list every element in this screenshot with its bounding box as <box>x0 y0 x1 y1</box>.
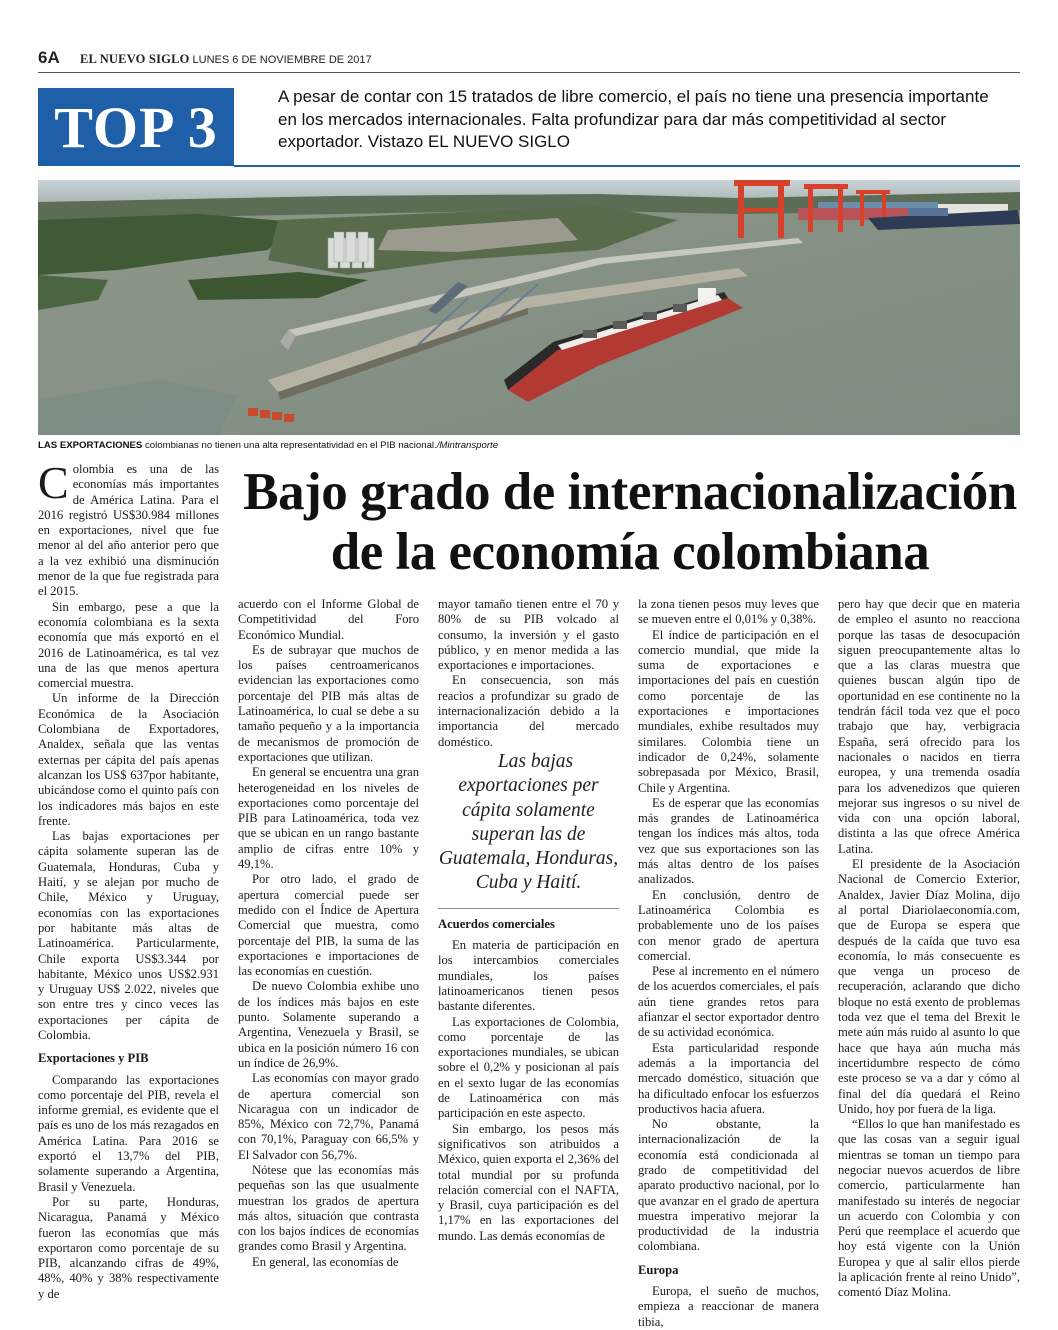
subheading: Europa <box>638 1262 679 1277</box>
paragraph: Es de esperar que las economías más grandes de Latinoamérica tengan los índices más altos, toda vez que sus exportaciones son las más altas dentro de los países analizados. <box>638 795 819 887</box>
photo-caption <box>38 440 498 451</box>
paragraph: Por su parte, Honduras, Nicaragua, Panamá y México fueron las economías que más exportaron como porcentaje de su PIB, alcanzando cifras de 49%, 48%, 40% y 38% respectivamente y de <box>38 1194 219 1301</box>
paragraph: Las exportaciones de Colombia, como porcentaje de las exportaciones mundiales, se ubican sobre el 0,2% y posicionan al país en el sexto lugar de las economías de Latinoamérica con más participación en este aspecto. <box>438 1014 619 1121</box>
port-photo <box>38 180 1020 435</box>
paragraph: Pese al incremento en el número de los acuerdos comerciales, el país aún tiene grandes retos para afianzar el sector exportador dentro de su actividad económica. <box>638 964 819 1040</box>
paragraph: pero hay que decir que en materia de empleo el asunto no reacciona porque las tasas de desocupación siguen preocupantemente altas lo que a las claras muestra que quienes buscan algún tipo de oportunidad en ese continente no la tendrán fácil toda vez que el poco trabajo que hay, verbigracia España, será ofrecido para los nacionales o nacidos en tierra europea, y una tremenda osadía para los advenedizos que quieren mejorar sus ingresos o su nivel de vida con una opción laboral, distinta a las que ofrece América Latina. <box>838 597 1020 856</box>
intro-text: A pesar de contar con 15 tratados de libre comercio, el país no tiene una presencia importante en los mercados internacionales. Falta profundizar para dar más competitividad al sector exportador. Vistazo EL NUEVO SIGLO <box>278 87 989 151</box>
paragraph-text: olombia es una de las economías más importantes de América Latina. Para el 2016 registró US$30.984 millones en exportaciones, nivel que fue menor al del año anterior pero que a la vez exhibió una disminución menor de la que fue registrada para el 2015. <box>38 462 219 599</box>
subheading: Exportaciones y PIB <box>38 1051 149 1066</box>
paragraph: Sin embargo, pese a que la economía colombiana es la sexta economía que más exportó en el 2016 de Latinoamérica, es tal vez una de las que menos apertura comercial muestra. <box>38 599 219 691</box>
section-badge: TOP 3 <box>38 88 234 166</box>
pull-quote-rule <box>438 908 619 909</box>
caption-lead: LAS EXPORTACIONES <box>38 440 143 451</box>
paragraph: Por otro lado, el grado de apertura comercial puede ser medido con el Índice de Apertura Comercial que muestra, como porcentaje del PIB, la suma de las exportaciones e importaciones de las economías en cuestión. <box>238 872 419 979</box>
paragraph: Sin embargo, los pesos más significativos son atribuidos a México, quien exporta el 2,36% del total mundial por su profunda relación comercial con el NAFTA, y Brasil, cuya participación es del 1,17% en las exportaciones del mundo. Las demás economías de <box>438 1121 619 1243</box>
paragraph: El índice de participación en el comercio mundial, que mide la suma de exportaciones e importaciones del país en cuestión como porcentaje de las exportaciones e importaciones mundiales, exhibe resultados muy similares. Colombia tiene un indicador de 0,24%, solamente sobrepasada por México, Brasil, Chile y Argentina. <box>638 627 819 795</box>
paragraph: En general, las economías de <box>252 1254 399 1269</box>
column-3 <box>438 597 619 1244</box>
paragraph: Europa, el sueño de muchos, empieza a reaccionar de manera tibia, <box>638 1284 819 1329</box>
paragraph: Nótese que las economías más pequeñas son las que usualmente muestran los grados de apertura más altos, situación que contrasta con los bajos índices de economías grandes como Brasil y Argentina. <box>238 1162 419 1254</box>
column-2 <box>238 597 419 1270</box>
paragraph: “Ellos lo que han manifestado es que las cosas van a seguir igual mientras se toman un tiempo para negociar nuevos acuerdos de libre comercio, particularmente han manifestado su interés de negociar un acuerdo con Colombia y con Perú que reemplace el acuerdo que hoy está vigente con la Unión Europea y que al salir ellos pierde la aplicación frente al reino Unido”, comentó Díaz Molina. <box>838 1117 1020 1300</box>
paper-name: EL NUEVO SIGLO <box>80 52 190 66</box>
photo-credit: /Mintransporte <box>436 440 499 451</box>
column-4 <box>638 597 819 1330</box>
port-illustration <box>38 180 1020 435</box>
paragraph <box>38 457 219 600</box>
caption-text: colombianas no tienen una alta representatividad en el PIB nacional. <box>142 440 437 451</box>
paragraph: En general se encuentra una gran heterogeneidad en los niveles de exportaciones como porcentaje del PIB para Latinoamérica, toda vez que se ubican en un rango bastante amplio de cifras entre 10% y 49,1%. <box>238 765 419 872</box>
paragraph: Un informe de la Dirección Económica de la Asociación Colombiana de Exportadores, Analdex, señala que las ventas externas per cápita del país apenas alcanzan los US$ 637por habitante, ubicándose como el quinto país con los indicadores más bajos en este frente. <box>38 691 219 828</box>
drop-cap: C <box>38 457 69 508</box>
paragraph: Comparando las exportaciones como porcentaje del PIB, revela el informe gremial, es evidente que el país es uno de los más rezagados en América Latina. Para 2016 se exportó el 13,7% del PIB, solamente superando a Argentina, Brasil y Venezuela. <box>38 1072 219 1194</box>
paragraph: En conclusión, dentro de Latinoamérica Colombia es probablemente uno de los países con menor grado de apertura comercial. <box>638 887 819 963</box>
page-number: 6A <box>38 48 60 67</box>
header-rule <box>38 72 1020 73</box>
masthead <box>80 52 372 67</box>
issue-date: LUNES 6 DE NOVIEMBRE DE 2017 <box>192 54 372 66</box>
paragraph: El presidente de la Asociación Nacional de Comercio Exterior, Analdex, Javier Díaz Molina, dijo al portal Diariolaeconomía.com, que de Europa se espera que después de la caída que tuvo esa economía, lo más consecuente es que venga un proceso de recuperación, aclarando que dicho bloque no está exento de problemas toda vez que el tema del Brexit le mete aún más ruido al asunto lo que hace que haya aún mucha más incertidumbre respecto de cómo este proceso se va a dar y cómo al final del día quedará el Reino Unido, hoy por fuera de la liga. <box>838 857 1020 1116</box>
column-1 <box>38 457 219 1302</box>
subheading: Acuerdos comerciales <box>438 916 555 931</box>
paragraph: Las bajas exportaciones per cápita solamente superan las de Guatemala, Honduras, Cuba y Haití, y se alejan por mucho de Chile, México y Uruguay, economías con las exportaciones por habitante más altas de Latinoamérica. Particularmente, Chile exporta US$3.344 por habitante, México unos US$2.931 y Uruguay US$ 2.022, niveles que son entre tres y cinco veces las exportaciones per cápita de Colombia. <box>38 829 219 1042</box>
paragraph: acuerdo con el Informe Global de Competitividad del Foro Económico Mundial. <box>238 597 419 642</box>
paragraph: Las economías con mayor grado de apertura comercial son Nicaragua con un indicador de 85%, México con 72,7%, Panamá con 70,1%, Paraguay con 66,5% y El Salvador con 56,7%. <box>238 1071 419 1162</box>
paragraph: De nuevo Colombia exhibe uno de los índices más bajos en este punto. Solamente superando a Argentina, Venezuela y Brasil, se ubica en la posición número 16 con un índice de 26,9%. <box>238 979 419 1070</box>
headline: Bajo grado de internacionalización de la economía colombiana <box>243 463 1017 581</box>
paragraph: Es de subrayar que muchos de los países centroamericanos evidencian las exportaciones como porcentaje del PIB más altas de Latinoamérica, lo cual se debe a su tamaño pequeño y a la importancia de mecanismos de promoción de exportaciones que utilizan. <box>238 642 419 764</box>
paragraph: No obstante, la internacionalización de la economía está condicionada al grado de competitividad del aparato productivo nacional, por lo que avanzar en el grado de apertura muestra imperativo mejorar la productividad de la industria colombiana. <box>638 1117 819 1254</box>
paragraph: mayor tamaño tienen entre el 70 y 80% de su PIB volcado al consumo, la inversión y el gasto público, y en menor medida a las exportaciones e importaciones. <box>438 597 619 673</box>
paragraph: En materia de participación en los intercambios comerciales mundiales, los países latinoamericanos tienen pesos bastante diferentes. <box>438 938 619 1014</box>
column-5 <box>838 597 1020 1301</box>
intro-rule <box>234 165 1020 167</box>
pull-quote: Las bajas exportaciones per cápita solamente superan las de Guatemala, Honduras, Cuba y Haití. <box>438 750 619 894</box>
paragraph: la zona tienen pesos muy leves que se mueven entre el 0,01% y 0,38%. <box>638 597 819 627</box>
paragraph: Esta particularidad responde además a la importancia del mercado doméstico, situación que ha dificultado enfocar los esfuerzos productivos hacia afuera. <box>638 1040 819 1116</box>
paragraph: En consecuencia, son más reacios a profundizar su grado de internacionalización debido a la importancia del mercado doméstico. <box>438 673 619 749</box>
